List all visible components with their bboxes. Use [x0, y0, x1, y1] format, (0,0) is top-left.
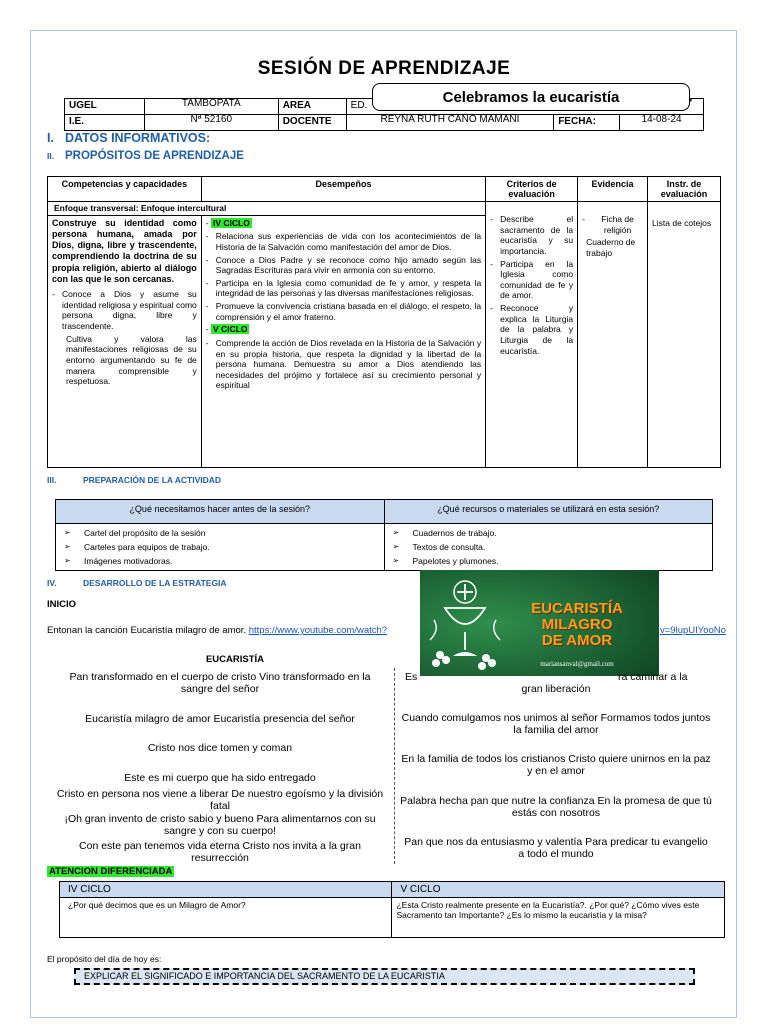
- area-label: AREA: [278, 99, 346, 115]
- atencion-table: [59, 881, 725, 938]
- youtube-link-end[interactable]: v=9lupUIYooNo: [660, 625, 726, 636]
- area-value: ED.: [346, 99, 703, 115]
- header-evidencia: Evidencia: [578, 177, 648, 202]
- capacidad-item: - Conoce a Dios y asume su identidad religiosa y espiritual como persona digna, libre y trascendente.: [52, 289, 197, 332]
- evidencia-item: Cuaderno de trabajo: [586, 237, 636, 258]
- ugel-value: TAMBOPATA: [144, 99, 278, 115]
- image-title-2: MILAGRO: [541, 616, 613, 633]
- enfoque-transversal: Enfoque transversal: Enfoque intercultural: [48, 202, 486, 216]
- criterio-item: - Describe el sacramento de la eucaristía y su importancia.: [490, 214, 573, 257]
- ciclo-v-badge: V CICLO: [212, 324, 248, 335]
- criterio-item: - Reconoce y explica la Liturgia de la palabra y Liturgia de la eucaristía.: [490, 303, 573, 356]
- song-line: ¡Oh gran invento de cristo sabio y bueno Para alimentarnos con su sangre y con su cuerpo!: [64, 813, 376, 838]
- desempenos-cell: - IV CICLO - Relaciona sus experiencias de vida con los acontecimientos de la Historia de la Salvación como manifestación del amor de Dios. - Conoce a Dios Padre y se reconoce como hijo amado según las Sagradas Escrituras para vivir en armonía con su entorno. - Participa en la Iglesia como comunidad de fe y amor, y respeta la integridad de las personas y las diversas manifestaciones religiosas. - Promueve la convivencia cristiana basada en el diálogo, el respeto, la comprensión y el amor fraterno. - V CICLO - Comprende la acción de Dios revelada en la Historia de la Salvación y en su propia historia, que respeta la dignidad y la libertad de la persona humana. Demuestra su amor a Dios atendiendo las necesidades del prójimo y fortalece así su crecimiento personal y espiritual: [201, 215, 485, 467]
- prep-left-cell: [56, 524, 385, 571]
- song-line: Pan que nos da entusiasmo y valentía Para predicar tu evangelio a todo el mundo: [404, 836, 708, 861]
- song-line: Este es mi cuerpo que ha sido entregado: [124, 772, 316, 784]
- section-preparacion: III. PREPARACIÓN DE LA ACTIVIDAD: [47, 475, 222, 485]
- page-title: SESIÓN DE APRENDIZAJE: [257, 58, 511, 79]
- ciclo-iv-header: IV CICLO: [60, 882, 392, 898]
- desempeno-item: - Relaciona sus experiencias de vida con los acontecimientos de la Historia de la Salvación como manifestación del amor de Dios.: [206, 231, 481, 252]
- header-desempenos: Desempeños: [201, 177, 485, 202]
- atencion-diferenciada-label: ATENCION DIFERENCIADA: [49, 866, 173, 877]
- prep-item: ➢ Cuadernos de trabajo.: [391, 526, 707, 540]
- song-line: Con este pan tenemos vida eterna Cristo nos invita a la gran resurrección: [79, 840, 361, 865]
- competencia-cell: [48, 215, 202, 467]
- ugel-label: UGEL: [65, 99, 145, 115]
- desempeno-item: - Comprende la acción de Dios revelada en la Historia de la Salvación y en su propia historia, que respeta la dignidad y la libertad de la persona humana. Demuestra su amor a Dios atendiendo las necesidades del prójimo y fortalece así su crecimiento personal y espiritual: [206, 338, 481, 391]
- instrumento-text: Lista de cotejos: [652, 218, 712, 228]
- capacidad-item: Cultiva y valora las manifestaciones religiosas de su entorno argumentando su fe de manera comprensible y respetuosa.: [66, 333, 197, 387]
- prep-item: ➢ Textos de consulta.: [391, 540, 707, 554]
- instrumento-cell: [648, 202, 721, 468]
- song-line: gran liberación: [521, 683, 591, 695]
- song-line: Cristo nos dice tomen y coman: [147, 742, 293, 754]
- header-instrumento: Instr. de evaluación: [648, 177, 721, 202]
- fecha-value: 14-08-24: [620, 115, 704, 131]
- song-line: Pan transformado en el cuerpo de cristo Vino transformado en la sangre del señor: [69, 671, 371, 696]
- prep-header-right: ¿Qué recursos o materiales se utilizará en esta sesión?: [384, 500, 713, 524]
- song-line: Es: [405, 671, 418, 683]
- song-title: EUCARISTÍA: [205, 654, 265, 665]
- inicio-heading: INICIO: [47, 599, 77, 610]
- desempeno-item: - Conoce a Dios Padre y se reconoce como hijo amado según las Sagradas Escrituras para vivir en armonía con su entorno.: [206, 255, 481, 276]
- ciclo-iv-badge: IV CICLO: [212, 217, 250, 228]
- image-site: mariansanval@gmail.com: [540, 660, 614, 668]
- topic-banner: Celebramos la eucaristía: [372, 83, 690, 111]
- song-line: Palabra hecha pan que nutre la confianza En la promesa de que tú estás con nosotros: [400, 795, 712, 820]
- prep-header-left: ¿Qué necesitamos hacer antes de la sesión?: [56, 500, 385, 524]
- ciclo-v-question: ¿Esta Cristo realmente presente en la Eucaristía?. ¿Por qué? ¿Cómo vives este Sacramento tan Importante? ¿Es lo mismo la eucaristía y la misa?: [392, 898, 725, 938]
- proposito-label: El propósito del día de hoy es:: [47, 954, 162, 964]
- prep-item: ➢ Papelotes y plumones.: [391, 554, 707, 568]
- entonan-text: Entonan la canción Eucaristía milagro de amor. https://www.youtube.com/watch?: [47, 625, 388, 636]
- prep-item: ➢ Cartel del propósito de la sesión: [62, 526, 378, 540]
- evidencia-cell: [578, 202, 648, 468]
- preparacion-table: [55, 499, 713, 571]
- song-line: En la familia de todos los cristianos Cristo quiere unirnos en la paz y en el amor: [401, 753, 711, 778]
- desempeno-item: - Promueve la convivencia cristiana basada en el diálogo, el respeto, la comprensión y el amor fraterno.: [206, 301, 481, 322]
- header-competencias: Competencias y capacidades: [48, 177, 202, 202]
- docente-value: REYNA RUTH CANO MAMANI: [346, 115, 554, 131]
- prep-right-cell: [384, 524, 713, 571]
- youtube-link[interactable]: https://www.youtube.com/watch?: [248, 625, 388, 636]
- fecha-label: FECHA:: [554, 115, 620, 131]
- section-desarrollo: IV. DESARROLLO DE LA ESTRATEGIA: [47, 578, 227, 588]
- song-line: Eucaristía milagro de amor Eucaristía presencia del señor: [85, 713, 355, 725]
- image-title-1: EUCARISTÍA: [531, 600, 623, 617]
- prep-item: ➢ Carteles para equipos de trabajo.: [62, 540, 378, 554]
- eucaristia-image: [420, 570, 659, 676]
- criterios-cell: [486, 202, 578, 468]
- ie-label: I.E.: [65, 115, 145, 131]
- criterio-item: - Participa en la Iglesia como comunidad de fe y de amor.: [490, 259, 573, 302]
- song-line: Cuando comulgamos nos unimos al señor Formamos todos juntos la familia del amor: [401, 712, 711, 737]
- competencia-text: Construye su identidad como persona humana, amada por Dios, digna, libre y trascendente, comprendiendo la doctrina de su propia religión, abierto al diálogo con las que le son cercanas.: [52, 217, 197, 284]
- header-criterios: Criterios de evaluación: [486, 177, 578, 202]
- desempeno-item: - Participa en la Iglesia como comunidad de fe y amor, y respeta la integridad de las personas y las diversas manifestaciones religiosas.: [206, 278, 481, 299]
- song-line: Cristo en persona nos viene a liberar De nuestro egoísmo y la división fatal: [56, 788, 384, 813]
- section-propositos: II. PROPÓSITOS DE APRENDIZAJE: [47, 150, 244, 162]
- song-divider: [394, 668, 395, 864]
- evidencia-item: - Ficha de religión: [582, 214, 643, 235]
- competencias-table: [47, 176, 721, 468]
- section-datos-informativos: I. DATOS INFORMATIVOS:: [47, 131, 211, 145]
- proposito-box: EXPLICAR EL SIGNIFICADO E IMPORTANCIA DEL SACRAMENTO DE LA EUCARISTIA: [74, 968, 695, 985]
- ciclo-v-header: V CICLO: [392, 882, 725, 898]
- ciclo-iv-question: ¿Por qué decimos que es un Milagro de Amor?: [60, 898, 392, 938]
- image-title-3: DE AMOR: [541, 632, 613, 649]
- ie-value: Nª 52160: [144, 115, 278, 131]
- song-line: ra caminar a la: [618, 671, 688, 683]
- prep-item: ➢ Imágenes motivadoras.: [62, 554, 378, 568]
- docente-label: DOCENTE: [278, 115, 346, 131]
